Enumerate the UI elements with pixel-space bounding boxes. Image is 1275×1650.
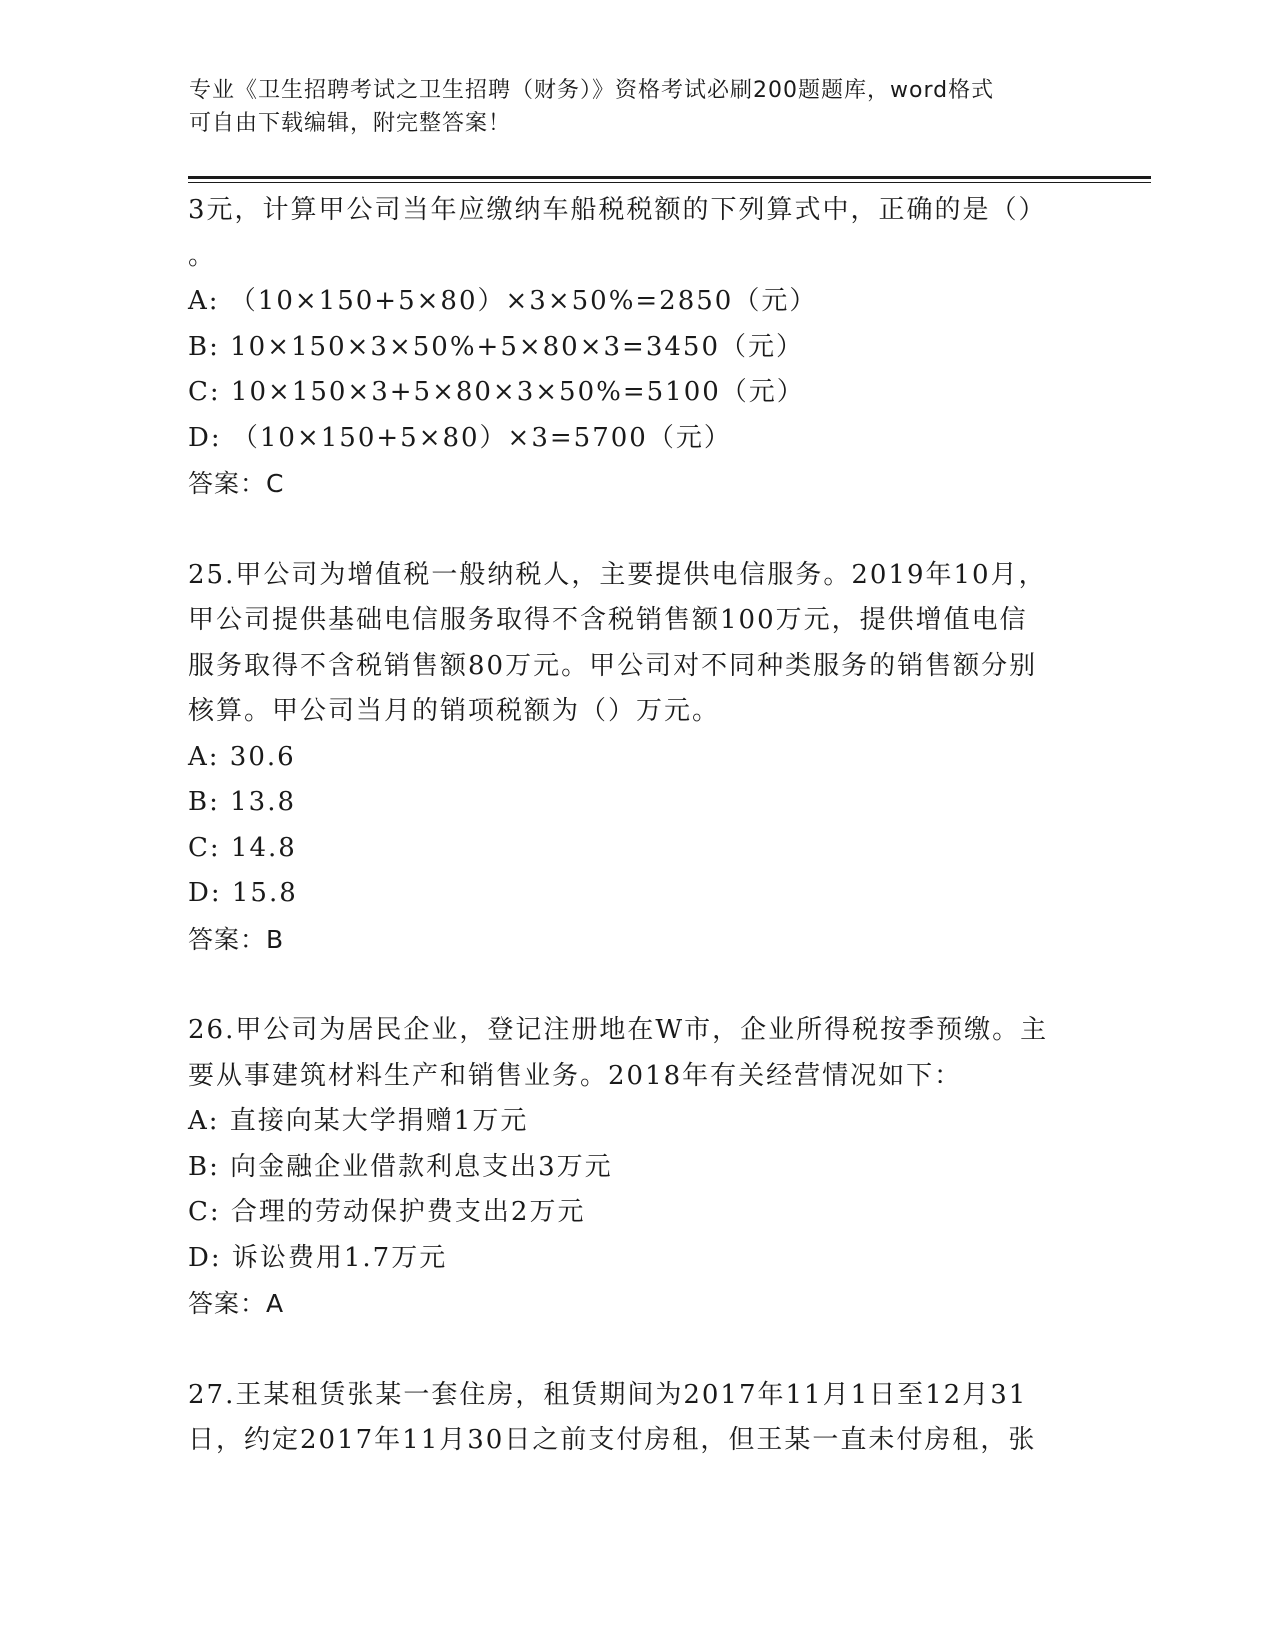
option-a: A: （10×150+5×80）×3×50%=2850（元） [188,286,818,316]
question-stem-line: 核算。甲公司当月的销项税额为（）万元。 [188,696,721,726]
question-stem-line: 服务取得不含税销售额80万元。甲公司对不同种类服务的销售额分别 [188,650,1038,681]
question-27 [188,1373,1088,1464]
header-divider-thin [188,182,1151,183]
option-c: C: 14.8 [188,832,297,863]
question-spacer [188,1327,1088,1373]
question-25 [188,553,1088,963]
question-content [188,188,1088,1464]
answer-line: 答案：A [188,1289,285,1318]
header-line-1: 专业《卫生招聘考试之卫生招聘（财务）》资格考试必刷200题题库，word格式 [189,78,995,103]
answer-line: 答案：C [188,469,285,498]
question-26 [188,1008,1088,1327]
question-stem-line: 25.甲公司为增值税一般纳税人，主要提供电信服务。2019年10月， [188,559,1047,590]
header-line-2: 可自由下载编辑，附完整答案！ [189,111,512,136]
option-d: D: 15.8 [188,878,298,908]
question-stem-line: 甲公司提供基础电信服务取得不含税销售额100万元，提供增值电信 [188,605,1028,635]
option-c: C: 合理的劳动保护费支出2万元 [188,1197,586,1227]
question-spacer [188,507,1088,553]
question-24-fragment [188,188,1088,507]
option-d: D: （10×150+5×80）×3=5700（元） [188,422,732,453]
question-spacer [188,962,1088,1008]
question-stem-line: 。 [188,240,217,271]
question-stem-line: 要从事建筑材料生产和销售业务。2018年有关经营情况如下： [188,1060,963,1091]
option-b: B: 向金融企业借款利息支出3万元 [188,1151,613,1182]
question-stem-line: 26.甲公司为居民企业，登记注册地在W市，企业所得税按季预缴。主 [188,1015,1049,1045]
option-b: B: 13.8 [188,787,297,817]
answer-line: 答案：B [188,924,285,954]
question-stem-line: 27.王某租赁张某一套住房，租赁期间为2017年11月1日至12月31 [188,1379,1028,1410]
header-divider-thick [188,176,1151,179]
option-a: A: 直接向某大学捐赠1万元 [188,1106,529,1136]
question-stem-line: 3元，计算甲公司当年应缴纳车船税税额的下列算式中，正确的是（） [188,195,1047,225]
option-a: A: 30.6 [188,741,296,772]
document-header [189,74,1089,140]
option-d: D: 诉讼费用1.7万元 [188,1242,448,1273]
question-stem-line: 日，约定2017年11月30日之前支付房租，但王某一直未付房租，张 [188,1425,1037,1455]
option-b: B: 10×150×3×50%+5×80×3=3450（元） [188,331,805,362]
option-c: C: 10×150×3+5×80×3×50%=5100（元） [188,377,805,407]
